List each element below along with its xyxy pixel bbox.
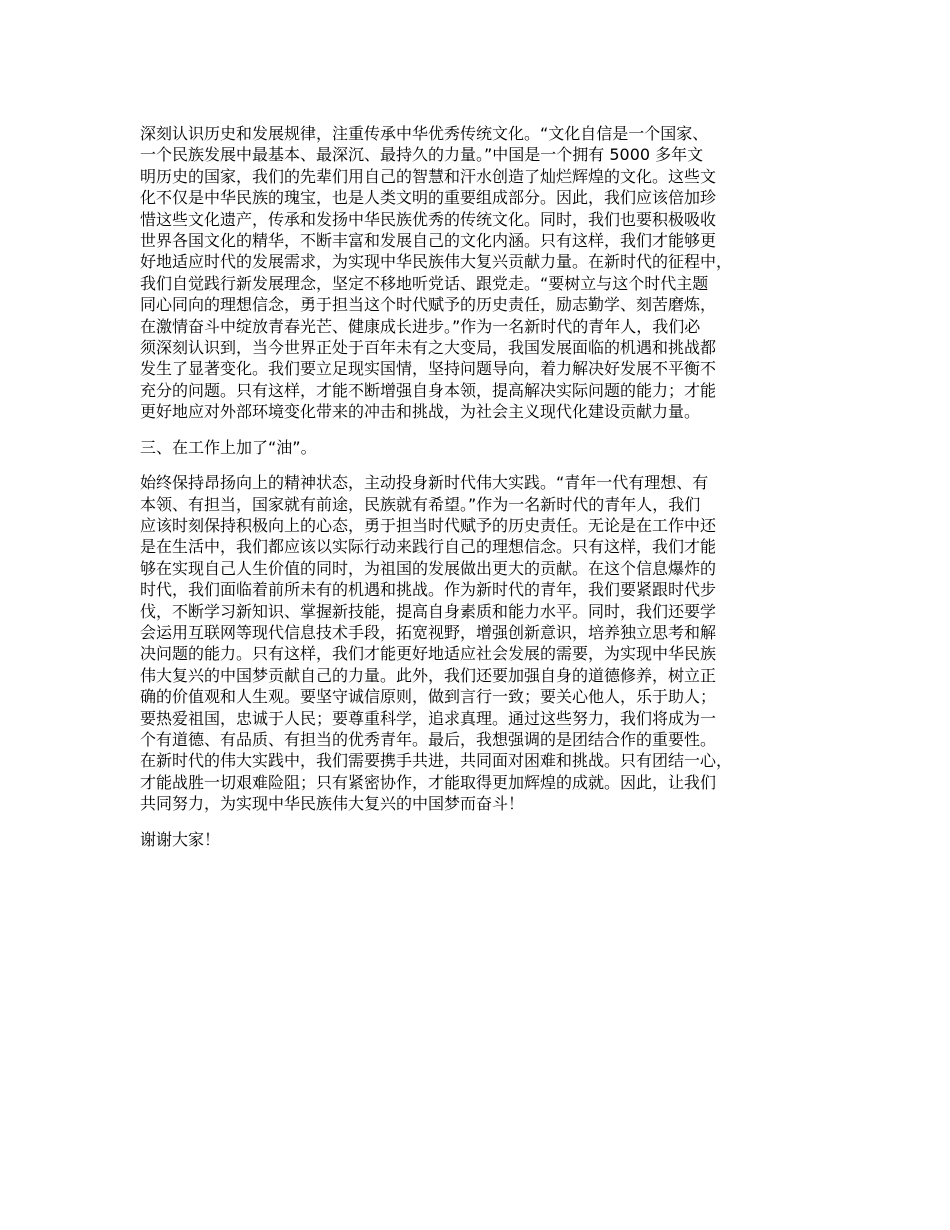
text-line: 始终保持昂扬向上的精神状态，主动投身新时代伟大实践。“青年一代有理想、有 [140, 473, 709, 493]
text-line: 本领、有担当，国家就有前途，民族就有希望。”作为一名新时代的青年人，我们 [140, 494, 701, 514]
text-line: 是在生活中，我们都应该以实际行动来践行自己的理想信念。只有这样，我们才能 [140, 537, 717, 557]
text-line: 充分的问题。只有这样，才能不断增强自身本领，提高解决实际问题的能力；才能 [140, 380, 717, 400]
text-line: 惜这些文化遗产，传承和发扬中华民族优秀的传统文化。同时，我们也要积极吸收 [140, 209, 717, 229]
text-line: 伐，不断学习新知识、掌握新技能，提高自身素质和能力水平。同时，我们还要学 [140, 601, 717, 621]
text-line: 化不仅是中华民族的瑰宝，也是人类文明的重要组成部分。因此，我们应该倍加珍 [140, 188, 717, 208]
text-line: 世界各国文化的精华，不断丰富和发展自己的文化内涵。只有这样，我们才能够更 [140, 231, 717, 251]
text-line: 够在实现自己人生价值的同时，为祖国的发展做出更大的贡献。在这个信息爆炸的 [140, 558, 717, 578]
text-line: 要热爱祖国，忠诚于人民；要尊重科学，追求真理。通过这些努力，我们将成为一 [140, 708, 717, 728]
text-line: 个有道德、有品质、有担当的优秀青年。最后，我想强调的是团结合作的重要性。 [140, 729, 717, 749]
text-line: 时代，我们面临着前所未有的机遇和挑战。作为新时代的青年，我们要紧跟时代步 [140, 580, 717, 600]
text-line: 好地适应时代的发展需求，为实现中华民族伟大复兴贡献力量。在新时代的征程中， [140, 252, 733, 272]
text-line: 我们自觉践行新发展理念，坚定不移地听党话、跟党走。“要树立与这个时代主题 [140, 273, 709, 293]
text-line: 一个民族发展中最基本、最深沉、最持久的力量。”中国是一个拥有 5000 多年文 [140, 145, 704, 165]
text-line: 明历史的国家，我们的先辈们用自己的智慧和汗水创造了灿烂辉煌的文化。这些文 [140, 166, 717, 186]
text-line: 确的价值观和人生观。要坚守诚信原则，做到言行一致；要关心他人，乐于助人； [140, 687, 717, 707]
text-line: 会运用互联网等现代信息技术手段，拓宽视野，增强创新意识，培养独立思考和解 [140, 622, 717, 642]
text-line: 同心同向的理想信念，勇于担当这个时代赋予的历史责任，励志勤学、刻苦磨炼， [140, 295, 717, 315]
text-line: 应该时刻保持积极向上的心态，勇于担当时代赋予的历史责任。无论是在工作中还 [140, 515, 717, 535]
paragraph-1 [140, 123, 830, 423]
text-line: 决问题的能力。只有这样，我们才能更好地适应社会发展的需要，为实现中华民族 [140, 644, 717, 664]
closing-paragraph [140, 829, 830, 850]
heading-text: 三、在工作上加了“油”。 [140, 437, 317, 457]
paragraph-2 [140, 472, 830, 815]
text-line: 发生了显著变化。我们要立足现实国情，坚持问题导向，着力解决好发展不平衡不 [140, 359, 717, 379]
closing-text: 谢谢大家！ [140, 829, 221, 849]
text-line: 在新时代的伟大实践中，我们需要携手共进，共同面对困难和挑战。只有团结一心， [140, 751, 733, 771]
text-line: 更好地应对外部环境变化带来的冲击和挑战，为社会主义现代化建设贡献力量。 [140, 402, 701, 422]
text-line: 须深刻认识到，当今世界正处于百年未有之大变局，我国发展面临的机遇和挑战都 [140, 338, 717, 358]
text-line: 共同努力，为实现中华民族伟大复兴的中国梦而奋斗！ [140, 794, 525, 814]
section-heading-3 [140, 437, 830, 458]
text-line: 才能战胜一切艰难险阻；只有紧密协作，才能取得更加辉煌的成就。因此，让我们 [140, 772, 717, 792]
text-line: 伟大复兴的中国梦贡献自己的力量。此外，我们还要加强自身的道德修养，树立正 [140, 665, 717, 685]
text-line: 深刻认识历史和发展规律，注重传承中华优秀传统文化。“文化自信是一个国家、 [140, 124, 709, 143]
document-page [140, 123, 830, 864]
text-line: 在激情奋斗中绽放青春光芒、健康成长进步。”作为一名新时代的青年人，我们必 [140, 316, 701, 336]
